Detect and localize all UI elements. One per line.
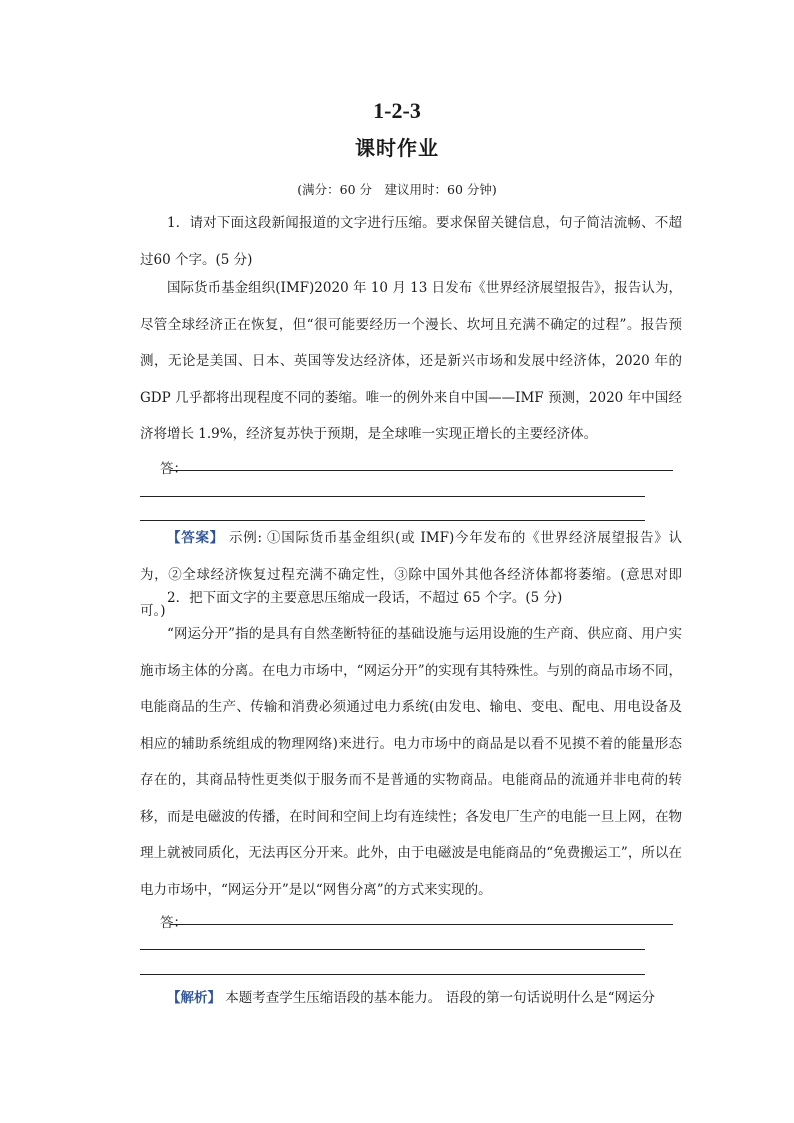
answer-line[interactable] (140, 496, 645, 497)
answer-text: 示例: ①国际货币基金组织(或 IMF)今年发布的《世界经济展望报告》认为，②全球经济恢复过程充满不确定性，③除中国外其他各经济体都将萎缩。(意思对即可。) (140, 530, 683, 619)
question-1-prompt: 1．请对下面这段新闻报道的文字进行压缩。要求保留关键信息，句子简洁流畅、不超过60 个字。(5 分) (140, 215, 682, 268)
analysis-tag: 【解析】 (167, 990, 221, 1006)
question-1-passage: 国际货币基金组织(IMF)2020 年 10 月 13 日发布《世界经济展望报告》，报告认为，尽管全球经济正在恢复，但“很可能要经历一个漫长、坎坷且充满不确定的过程”。报告预测，无论是美国、日本、英国等发达经济体，还是新兴市场和发展中经济体，2020 年的 GDP 几乎都将出现程度不同的萎缩。唯一的例外来自中国——IMF 预测，2020 年中国经济将增长 1.9%，经济复苏快于预期，是全球唯一实现正增长的主要经济体。 (140, 280, 682, 442)
answer-line[interactable] (140, 974, 645, 975)
score-time-note: (满分：60 分 建议用时：60 分钟) (297, 182, 497, 197)
answer-line[interactable] (140, 949, 645, 950)
question-2-passage: “网运分开”指的是具有自然垄断特征的基础设施与运用设施的生产商、供应商、用户实施市场主体的分离。在电力市场中，“网运分开”的实现有其特殊性。与别的商品市场不同，电能商品的生产、传输和消费必须通过电力系统(由发电、输电、变电、配电、用电设备及相应的辅助系统组成的物理网络)来进行。电力市场中的商品是以看不见摸不着的能量形态存在的，其商品特性更类似于服务而不是普通的实物商品。电能商品的流通并非电荷的转移，而是电磁波的传播，在时间和空间上均有连续性；各发电厂生产的电能一旦上网，在物理上就被同质化，无法再区分开来。此外，由于电磁波是电能商品的“免费搬运工”，所以在电力市场中，“网运分开”是以“网售分离”的方式来实现的。 (140, 626, 683, 898)
lesson-code: 1-2-3 (373, 98, 421, 123)
analysis-text: 本题考查学生压缩语段的基本能力。 语段的第一句话说明什么是“网运分 (225, 990, 655, 1006)
answer-line[interactable] (170, 924, 673, 925)
page-title: 课时作业 (355, 136, 439, 160)
question-2-answer-label: 答： (160, 915, 187, 931)
answer-line[interactable] (170, 470, 673, 471)
answer-tag: 【答案】 (167, 530, 224, 546)
question-2-analysis (140, 980, 682, 1017)
question-2-prompt: 2．把下面文字的主要意思压缩成一段话，不超过 65 个字。(5 分) (167, 590, 563, 606)
question-1-answer-label: 答： (160, 461, 187, 477)
